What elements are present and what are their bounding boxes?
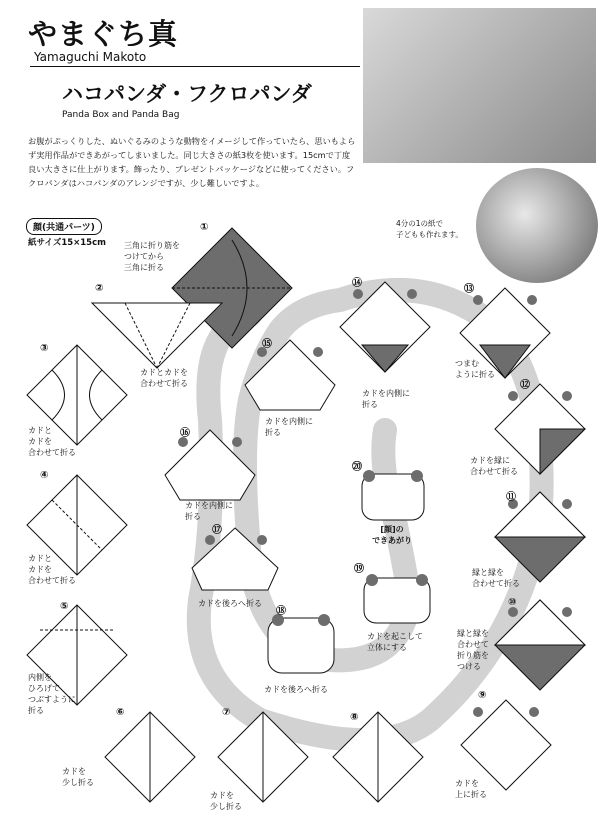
paper-size: 紙サイズ15×15cm	[28, 238, 106, 248]
step-1-caption: 三角に折り筋を つけてから 三角に折る	[124, 241, 180, 272]
intro-text: お腹がぷっくりした、ぬいぐるみのような動物をイメージして作っていたら、思いもよらず実用作品ができあがってしまいました。同じ大きさの紙3枚を使います。15cmで丁度良い大きさに仕上がります。飾ったり、プレゼントパッケージなどに使ってください。フクロパンダはハコパンダのアレンジですが、少し難しいですよ。	[28, 136, 356, 188]
step-14-caption: カドを内側に 折る	[362, 389, 410, 409]
step-4-number: ④	[40, 470, 49, 481]
page-title: ハコパンダ・フクロパンダ	[62, 81, 312, 106]
step-13-number: ⑬	[464, 284, 474, 295]
step-16-caption: カドを内側に 折る	[185, 501, 233, 521]
step-11-number: ⑪	[506, 492, 516, 503]
step-10-caption: 縁と縁を 合わせて 折り筋を つける	[457, 629, 489, 671]
step-1-number: ①	[200, 222, 209, 233]
step-6-number: ⑥	[116, 707, 125, 718]
step-5-caption: 内側を ひろげて つぶすように 折る	[28, 673, 76, 715]
step-3-number: ③	[40, 343, 49, 354]
step-15-number: ⑮	[262, 339, 272, 350]
step-12-number: ⑫	[520, 380, 530, 391]
step-9-caption: カドを 上に折る	[455, 779, 487, 799]
step-11-caption: 縁と縁を 合わせて折る	[472, 568, 520, 588]
step-15-caption: カドを内側に 折る	[265, 417, 313, 437]
step-20-caption: [顔]の できあがり	[372, 525, 412, 545]
step-19-figure	[364, 574, 430, 623]
step-19-number: ⑲	[354, 564, 364, 575]
step-20-number: ⑳	[352, 462, 362, 473]
step-14-number: ⑭	[352, 278, 362, 289]
step-4-caption: カドと カドを 合わせて折る	[28, 554, 76, 585]
step-17-number: ⑰	[212, 525, 222, 536]
step-6-caption: カドを 少し折る	[62, 767, 94, 787]
step-7-caption: カドを 少し折る	[210, 791, 242, 811]
step-8-number: ⑧	[350, 712, 359, 723]
step-18-figure	[268, 614, 334, 673]
step-20-figure	[362, 470, 424, 520]
step-10-figure	[495, 600, 585, 690]
step-7-number: ⑦	[222, 707, 231, 718]
step-10-number: ⑩	[508, 597, 517, 608]
step-18-caption: カドを後ろへ折る	[264, 685, 328, 694]
step-9-number: ⑨	[478, 690, 487, 701]
author-name-jp: やまぐち真	[28, 17, 179, 51]
step-9-figure	[461, 700, 551, 790]
step-3-caption: カドと カドを 合わせて折る	[28, 426, 76, 457]
step-6-figure	[105, 712, 195, 802]
step-15-figure	[245, 340, 335, 410]
page-subtitle: Panda Box and Panda Bag	[62, 110, 180, 120]
note-text: 4分の1の紙で 子どもも作れます。	[396, 219, 463, 239]
step-16-number: ⑯	[180, 428, 190, 439]
part-label: 顔(共通パーツ)	[26, 218, 102, 235]
step-14-figure	[340, 282, 430, 372]
step-13-caption: つまむ ように折る	[455, 359, 495, 379]
step-18-number: ⑱	[276, 606, 286, 617]
step-16-figure	[165, 430, 255, 500]
author-name-en: Yamaguchi Makoto	[34, 50, 147, 64]
step-17-caption: カドを後ろへ折る	[198, 599, 262, 608]
step-2-caption: カドとカドを 合わせて折る	[140, 368, 188, 388]
step-12-caption: カドを縁に 合わせて折る	[470, 456, 518, 476]
step-19-caption: カドを起こして 立体にする	[367, 632, 423, 652]
step-2-number: ②	[95, 283, 104, 294]
step-5-number: ⑤	[60, 601, 69, 612]
